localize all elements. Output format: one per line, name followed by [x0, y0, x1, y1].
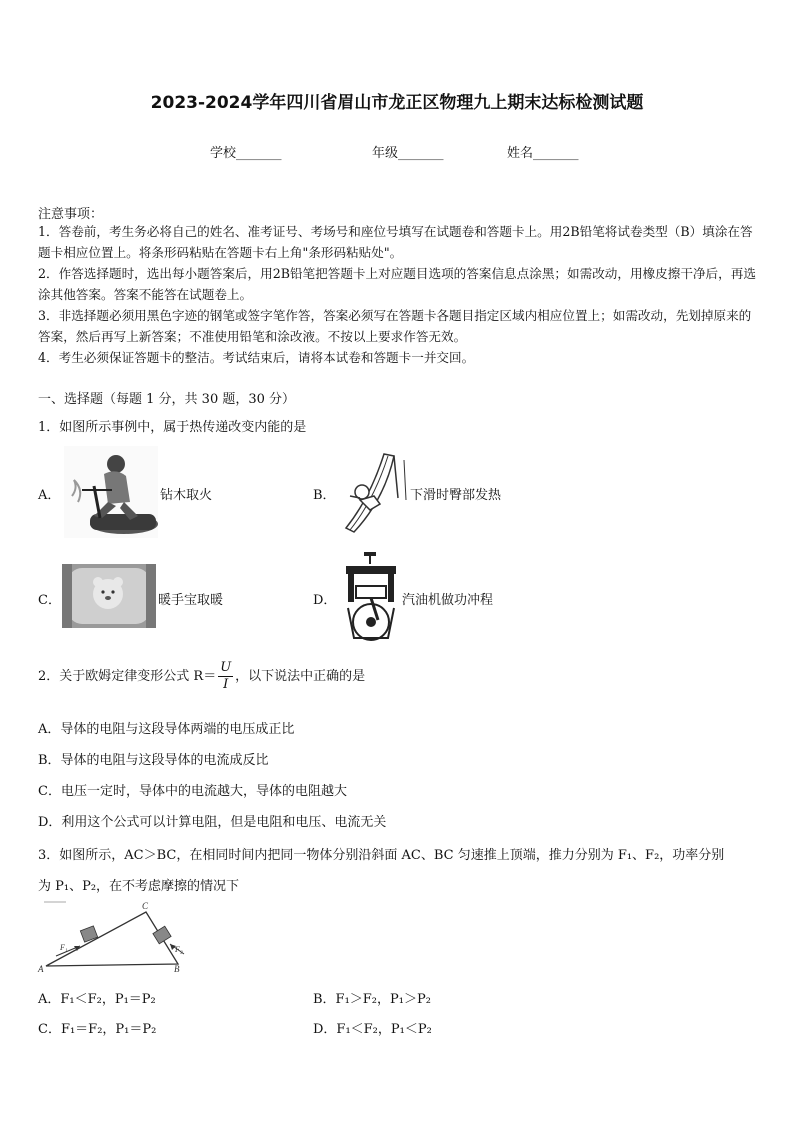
question-2-stem — [38, 660, 365, 693]
q1-option-a-letter: A． — [38, 488, 61, 503]
vertex-b-label: B — [174, 964, 180, 974]
q2-option-a: A．导体的电阻与这段导体两端的电压成正比 — [38, 722, 295, 737]
note-4: 4．考生必须保证答题卡的整洁。考试结束后，请将本试卷和答题卡一并交回。 — [38, 350, 475, 365]
page-title: 2023-2024学年四川省眉山市龙正区物理九上期末达标检测试题 — [150, 93, 644, 113]
formula-fraction — [218, 660, 233, 693]
fraction-denominator: I — [223, 677, 229, 692]
force-f2-label: F₂ — [175, 945, 183, 954]
q3-option-a: A．F₁＜F₂，P₁＝P₂ — [38, 992, 156, 1007]
question-1-stem: 1．如图所示事例中，属于热传递改变内能的是 — [38, 420, 307, 435]
q3-option-c: C．F₁＝F₂，P₁＝P₂ — [38, 1022, 157, 1037]
vertex-c-label: C — [142, 901, 149, 911]
q1-option-a-text: 钻木取火 — [160, 488, 213, 503]
slide-image — [340, 448, 408, 534]
note-2: 2．作答选择题时，选出每小题答案后，用2B铅笔把答题卡上对应题目选项的答案信息点涂黑；如需改动，用橡皮擦干净后，再选涂其他答案。答案不能答在试题卷上。 — [38, 266, 756, 302]
note-3: 3．非选择题必须用黑色字迹的钢笔或签字笔作答，答案必须写在答题卡各题目指定区域内相应位置上；如需改动，先划掉原来的答案，然后再写上新答案；不准使用铅笔和涂改液。不按以上要求作答无效。 — [38, 308, 752, 344]
q3-option-b: B．F₁＞F₂，P₁＞P₂ — [313, 992, 431, 1007]
notes-heading: 注意事项： — [38, 207, 104, 222]
vertex-a-label: A — [38, 964, 44, 974]
question-3-line-2: 为 P₁、P₂，在不考虑摩擦的情况下 — [38, 879, 240, 894]
q2-option-b: B．导体的电阻与这段导体的电流成反比 — [38, 753, 269, 768]
school-field: 学校_______ — [210, 146, 282, 161]
fraction-numerator: U — [220, 660, 232, 675]
q1-option-c-text: 暖手宝取暖 — [158, 593, 224, 608]
section-heading: 一、选择题（每题 1 分，共 30 题，30 分） — [38, 392, 296, 407]
q1-option-c-letter: C． — [38, 593, 61, 608]
incline-diagram — [36, 898, 196, 976]
force-f1-label: F₁ — [60, 943, 68, 952]
q1-option-b-text: 下滑时臀部发热 — [410, 488, 502, 503]
q1-option-b-letter: B． — [313, 488, 336, 503]
name-field: 姓名_______ — [507, 146, 579, 161]
drill-fire-image — [64, 446, 158, 538]
q2-stem-pre: 2．关于欧姆定律变形公式 R＝ — [38, 668, 217, 684]
q2-option-d: D．利用这个公式可以计算电阻，但是电阻和电压、电流无关 — [38, 815, 387, 830]
q2-option-c: C．电压一定时，导体中的电流越大，导体的电阻越大 — [38, 784, 347, 799]
question-3-line-1: 3．如图所示，AC＞BC，在相同时间内把同一物体分别沿斜面 AC、BC 匀速推上顶端，推力分别为 F₁、F₂，功率分别 — [38, 848, 725, 863]
q1-option-d-letter: D． — [313, 593, 337, 608]
note-1: 1．答卷前，考生务必将自己的姓名、准考证号、考场号和座位号填写在试题卷和答题卡上。用2B铅笔将试卷类型（B）填涂在答题卡相应位置上。将条形码粘贴在答题卡右上角"条形码粘贴处"。 — [38, 224, 753, 260]
q1-option-d-text: 汽油机做功冲程 — [402, 593, 494, 608]
engine-image — [340, 552, 402, 642]
q2-stem-post: ，以下说法中正确的是 — [235, 668, 366, 684]
hand-warmer-image — [62, 564, 156, 628]
q3-option-d: D．F₁＜F₂，P₁＜P₂ — [313, 1022, 432, 1037]
grade-field: 年级_______ — [372, 146, 444, 161]
